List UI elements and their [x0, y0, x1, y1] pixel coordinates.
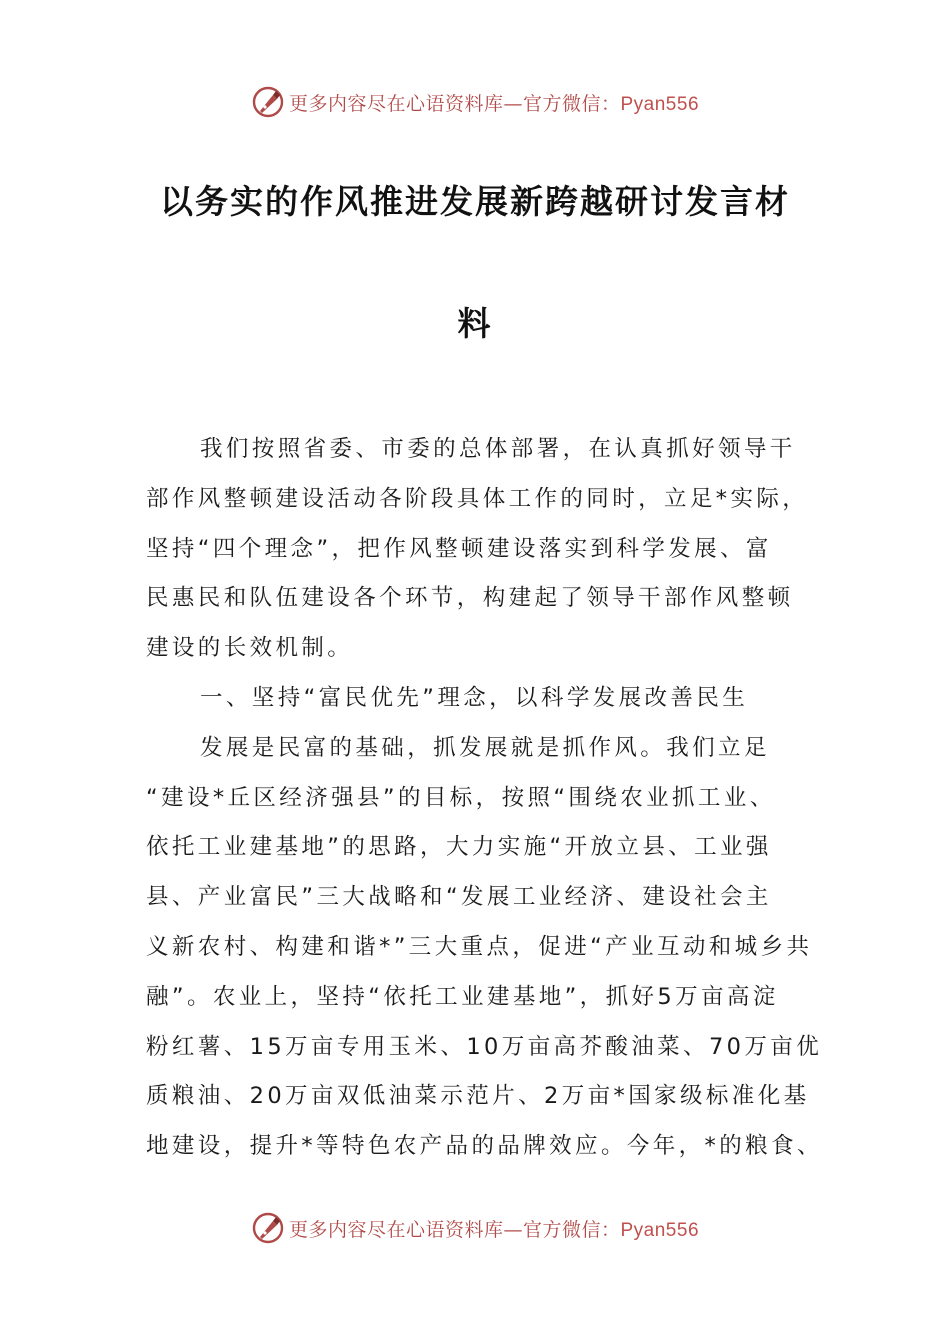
body-line: 融”。农业上，坚持“依托工业建基地”，抓好5万亩高淀 — [146, 983, 779, 1010]
pen-nib-logo-icon — [251, 1211, 285, 1245]
banner-text: 更多内容尽在心语资料库—官方微信：Pyan556 — [288, 92, 700, 115]
body-line: 发展是民富的基础，抓发展就是抓作风。我们立足 — [200, 734, 770, 761]
document-body — [146, 425, 823, 1172]
body-line: 坚持“四个理念”，把作风整顿建设落实到科学发展、富 — [146, 535, 772, 562]
body-line: 我们按照省委、市委的总体部署，在认真抓好领导干 — [200, 436, 796, 462]
body-line: 县、产业富民”三大战略和“发展工业经济、建设社会主 — [146, 884, 772, 911]
document-title-line-2: 料 — [457, 304, 493, 343]
document-title-line-1: 以务实的作风推进发展新跨越研讨发言材 — [160, 182, 790, 221]
body-line: 民惠民和队伍建设各个环节，构建起了领导干部作风整顿 — [146, 585, 794, 612]
section-heading: 一、坚持“富民优先”理念，以科学发展改善民生 — [200, 684, 749, 711]
header-watermark-banner — [0, 82, 950, 122]
body-line: 地建设，提升*等特色农产品的品牌效应。今年，*的粮食、 — [146, 1133, 823, 1160]
banner-text: 更多内容尽在心语资料库—官方微信：Pyan556 — [288, 1218, 700, 1241]
body-line: 粉红薯、15万亩专用玉米、10万亩高芥酸油菜、70万亩优 — [146, 1033, 823, 1060]
pen-nib-logo-icon — [251, 85, 285, 119]
body-line: 义新农村、构建和谐*”三大重点，促进“产业互动和城乡共 — [146, 933, 813, 960]
body-line: 质粮油、20万亩双低油菜示范片、2万亩*国家级标准化基 — [146, 1083, 810, 1110]
body-line: 部作风整顿建设活动各阶段具体工作的同时，立足*实际， — [146, 485, 809, 512]
body-line: 依托工业建基地”的思路，大力实施“开放立县、工业强 — [146, 834, 772, 861]
footer-watermark-banner — [0, 1208, 950, 1248]
body-line: 建设的长效机制。 — [146, 635, 354, 662]
body-line: “建设*丘区经济强县”的目标，按照“围绕农业抓工业、 — [146, 784, 776, 811]
